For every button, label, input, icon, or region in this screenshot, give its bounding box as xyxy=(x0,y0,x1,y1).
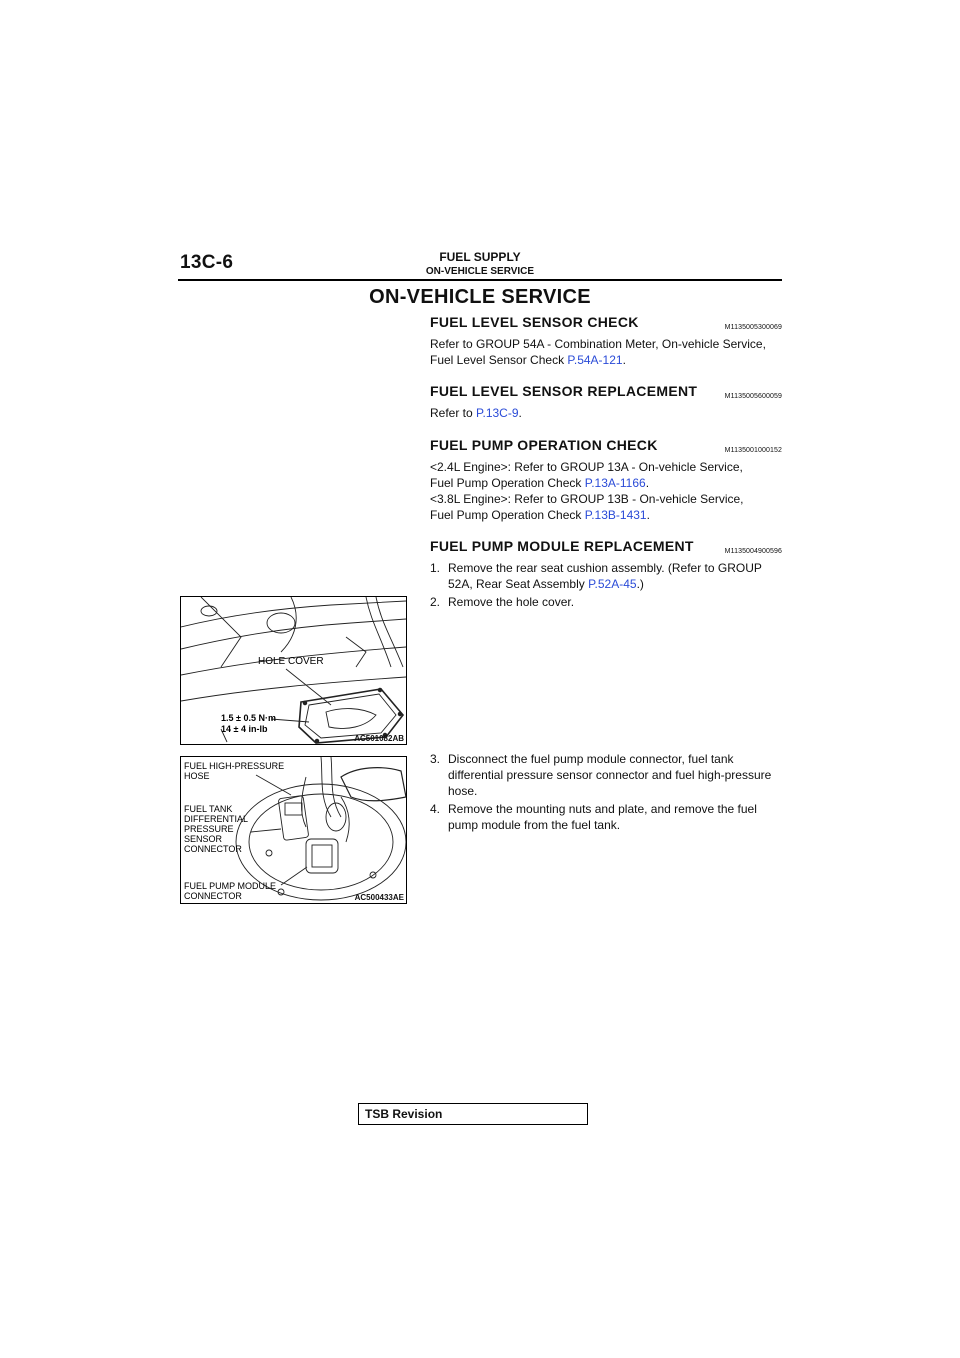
step-text: Disconnect the fuel pump module connector, fuel tank differential pressure sensor connector and fuel high-pressure hose. xyxy=(448,752,772,798)
body-line: Fuel Pump Operation Check xyxy=(430,476,585,490)
section-fuel-level-sensor-replacement xyxy=(430,383,782,421)
step-2 xyxy=(430,594,782,610)
step-number: 3. xyxy=(430,752,441,766)
page-number: 13C-6 xyxy=(180,252,234,273)
body-line: Refer to GROUP 54A - Combination Meter, On-vehicle Service, xyxy=(430,337,766,351)
body-punct: . xyxy=(518,406,522,420)
step-number: 2. xyxy=(430,595,441,609)
main-title: ON-VEHICLE SERVICE xyxy=(369,286,591,308)
page-link[interactable]: P.13C-9 xyxy=(476,406,519,420)
header-rule xyxy=(178,279,782,281)
body-line: <3.8L Engine>: Refer to GROUP 13B - On-vehicle Service, xyxy=(430,492,744,506)
section-body xyxy=(430,405,782,421)
step-number: 4. xyxy=(430,802,441,816)
page-link[interactable]: P.13B-1431 xyxy=(584,508,647,522)
figure-id: AC500433AE xyxy=(354,893,404,902)
body-punct: . xyxy=(622,353,626,367)
label-module-connector: FUEL PUMP MODULE CONNECTOR xyxy=(184,881,277,901)
body-line: Fuel Level Sensor Check xyxy=(430,353,568,367)
section-body xyxy=(430,459,782,523)
body-line: <2.4L Engine>: Refer to GROUP 13A - On-vehicle Service, xyxy=(430,460,743,474)
section-code: M1135004900596 xyxy=(724,548,782,555)
section-title: FUEL LEVEL SENSOR REPLACEMENT xyxy=(430,383,698,399)
header-section-title: ON-VEHICLE SERVICE xyxy=(425,266,535,277)
step-3 xyxy=(430,751,782,799)
label-hole-cover: HOLE COVER xyxy=(258,656,324,667)
step-text: Remove the rear seat cushion assembly. (Refer to GROUP 52A, Rear Seat Assembly xyxy=(448,561,762,591)
hole-cover-illustration xyxy=(181,597,406,744)
figure-id: AC501082AB xyxy=(354,734,404,743)
header-group-title: FUEL SUPPLY xyxy=(439,250,521,264)
step-1 xyxy=(430,560,782,592)
page-link[interactable]: P.52A-45 xyxy=(588,577,637,591)
figure-fuel-pump-module xyxy=(180,756,407,904)
step-punct: .) xyxy=(636,577,644,591)
section-body xyxy=(430,336,782,368)
section-fuel-pump-module-replacement xyxy=(430,538,782,612)
page-link[interactable]: P.54A-121 xyxy=(567,353,623,367)
section-title: FUEL PUMP MODULE REPLACEMENT xyxy=(430,538,694,554)
tsb-revision-label: TSB Revision xyxy=(365,1107,443,1121)
section-fuel-level-sensor-check xyxy=(430,314,782,368)
tsb-revision-box xyxy=(358,1103,588,1125)
label-high-pressure-hose: FUEL HIGH-PRESSURE HOSE xyxy=(184,761,285,781)
body-punct: . xyxy=(646,508,650,522)
section-title: FUEL LEVEL SENSOR CHECK xyxy=(430,314,639,330)
section-title: FUEL PUMP OPERATION CHECK xyxy=(430,437,658,453)
section-code: M1135001000152 xyxy=(724,447,782,454)
label-torque-nm: 1.5 ± 0.5 N·m xyxy=(221,713,276,723)
figure-hole-cover xyxy=(180,596,407,745)
body-punct: . xyxy=(645,476,650,490)
section-fuel-pump-operation-check xyxy=(430,437,782,523)
step-text: Remove the hole cover. xyxy=(448,595,575,609)
step-number: 1. xyxy=(430,561,441,575)
section-code: M1135005600059 xyxy=(724,393,782,400)
body-line: Fuel Pump Operation Check xyxy=(430,508,585,522)
step-4 xyxy=(430,801,782,833)
step-text: Remove the mounting nuts and plate, and remove the fuel pump module from the fuel tank. xyxy=(448,802,757,832)
body-line: Refer to xyxy=(430,406,477,420)
label-sensor-connector: FUEL TANK DIFFERENTIAL PRESSURE SENSOR CONNECTOR xyxy=(184,804,248,854)
steps-group-2 xyxy=(430,751,782,835)
section-code: M1135005300069 xyxy=(724,324,782,331)
page-link[interactable]: P.13A-1166 xyxy=(584,476,646,490)
label-torque-inlb: 14 ± 4 in-lb xyxy=(221,724,268,734)
